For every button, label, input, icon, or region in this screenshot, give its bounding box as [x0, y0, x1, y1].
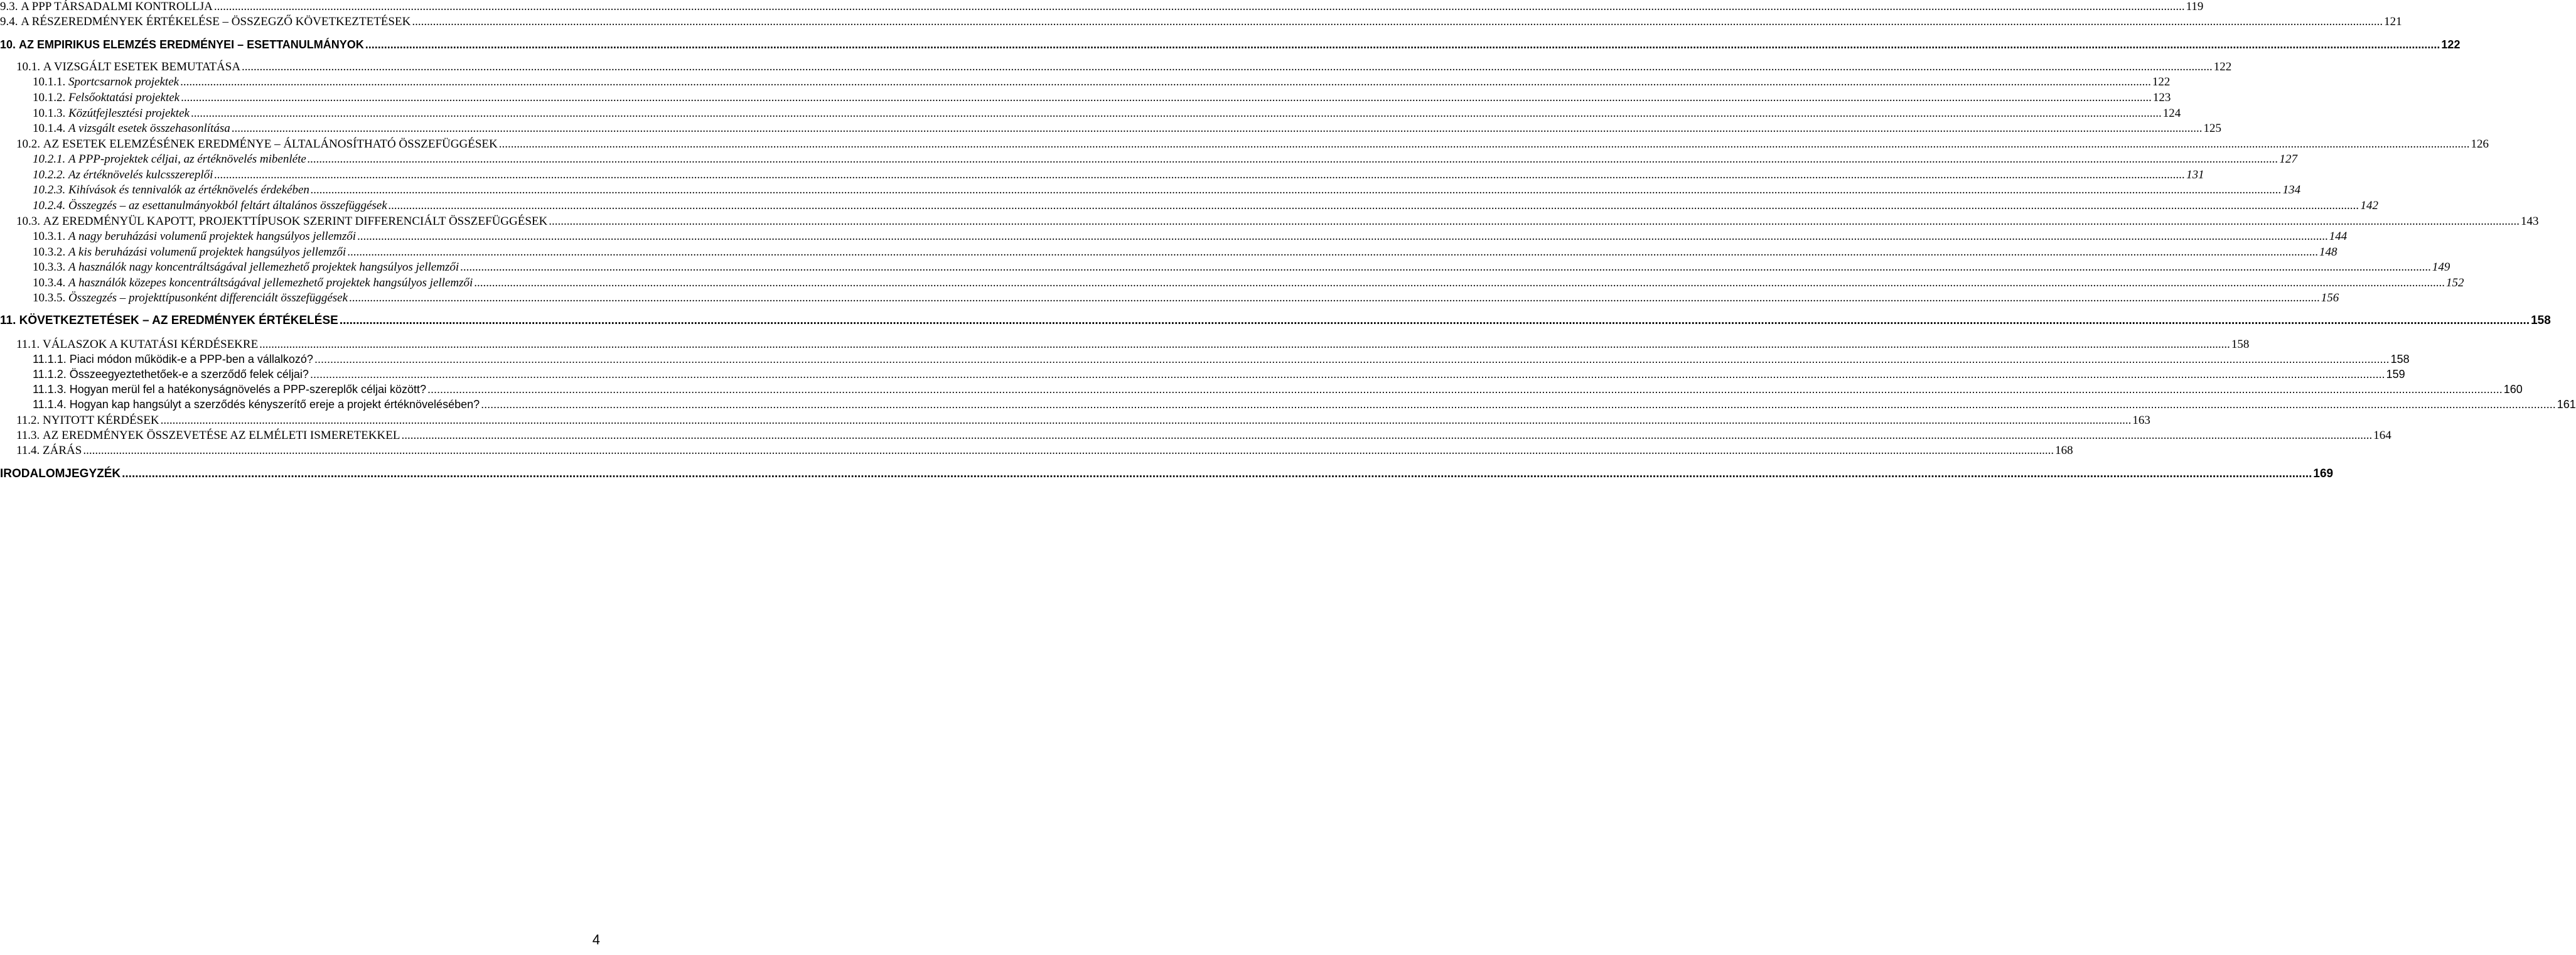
toc-title: Összegzés – az esettanulmányokból feltárt általános összefüggések [68, 199, 387, 212]
toc-page: 158 [2531, 314, 2551, 327]
toc-number: 9.4. [0, 15, 18, 28]
toc-title: Összeegyeztethetőek-e a szerződő felek céljai? [69, 368, 309, 380]
toc-page: 134 [2282, 183, 2301, 197]
toc-title: A vizsgált esetek összehasonlítása [68, 122, 230, 135]
leader-dots [357, 230, 2328, 244]
toc-title: Piaci módon működik-e a PPP-ben a vállalkozó? [69, 353, 313, 365]
toc-entry-11-1[interactable] [16, 338, 2250, 352]
leader-dots [310, 368, 2385, 381]
toc-number: 10.1.3. [33, 107, 66, 120]
leader-dots [232, 122, 2203, 136]
toc-number: 11.1.4. [33, 398, 67, 411]
toc-page: 148 [2319, 245, 2337, 259]
toc-page: 126 [2471, 138, 2489, 151]
toc-number: 10.3.2. [33, 245, 66, 259]
toc-title: Az értéknövelés kulcsszereplői [68, 168, 213, 181]
toc-entry-10-2[interactable] [16, 138, 2489, 151]
toc-number: 10. [0, 38, 16, 51]
toc-page: 163 [2132, 414, 2150, 427]
toc-title: NYITOTT KÉRDÉSEK [43, 414, 159, 427]
leader-dots [389, 199, 2359, 213]
toc-number: 11.3. [16, 429, 40, 442]
leader-dots [214, 168, 2185, 182]
toc-page: 168 [2055, 444, 2073, 457]
toc-page: 144 [2329, 230, 2348, 243]
toc-title: AZ EREDMÉNYÜL KAPOTT, PROJEKTTÍPUSOK SZERINT DIFFERENCIÁLT ÖSSZEFÜGGÉSEK [43, 215, 548, 228]
toc-page: 125 [2203, 122, 2221, 135]
toc-entry-10-1-1[interactable] [33, 75, 2171, 89]
toc-entry-10-1-3[interactable] [33, 107, 2181, 121]
toc-title: Közútfejlesztési projektek [68, 107, 190, 120]
toc-entry-11-3[interactable] [16, 429, 2391, 443]
toc-page: 119 [2186, 0, 2204, 13]
toc-number: 10.3. [16, 215, 40, 228]
leader-dots [340, 314, 2530, 328]
toc-entry-10-3-2[interactable] [33, 245, 2337, 259]
toc-title: AZ ESETEK ELEMZÉSÉNEK EREDMÉNYE – ÁLTALÁNOSÍTHATÓ ÖSSZEFÜGGÉSEK [43, 138, 498, 151]
toc-page: 127 [2279, 153, 2298, 166]
toc-title: AZ EMPIRIKUS ELEMZÉS EREDMÉNYEI – ESETTANULMÁNYOK [19, 38, 364, 51]
toc-title: ZÁRÁS [43, 444, 82, 457]
toc-number: 10.2.1. [33, 153, 66, 166]
toc-page: 122 [2213, 60, 2232, 73]
leader-dots [259, 338, 2230, 352]
leader-dots [347, 245, 2318, 259]
toc-page: 169 [2313, 467, 2334, 480]
toc-entry-11-1-1[interactable] [33, 353, 2410, 366]
toc-entry-10-2-3[interactable] [33, 183, 2301, 197]
toc-entry-11-2[interactable] [16, 414, 2150, 428]
leader-dots [474, 276, 2445, 290]
toc-entry-10-3-3[interactable] [33, 261, 2450, 274]
toc-title: Összegzés – projekttípusonként differenciált összefüggések [68, 291, 348, 305]
toc-entry-10-1[interactable] [16, 60, 2232, 74]
toc-title: Hogyan kap hangsúlyt a szerződés kényszerítő ereje a projekt értéknövelésében? [69, 398, 480, 411]
toc-entry-bibliography[interactable] [0, 467, 2334, 481]
toc-number: 9.3. [0, 0, 18, 13]
toc-number: 11.4. [16, 444, 40, 457]
toc-number: 11.1.1. [33, 353, 67, 365]
toc-page: 143 [2521, 215, 2539, 228]
toc-title: Hogyan merül fel a hatékonyságnövelés a PPP-szereplők céljai között? [69, 383, 427, 396]
toc-number: 10.2.3. [33, 183, 66, 197]
leader-dots [365, 38, 2440, 51]
toc-title: VÁLASZOK A KUTATÁSI KÉRDÉSEKRE [43, 338, 259, 351]
toc-entry-10-1-2[interactable] [33, 91, 2171, 105]
toc-page: 149 [2432, 261, 2450, 274]
toc-entry-10-3-4[interactable] [33, 276, 2464, 290]
toc-number: 10.1.4. [33, 122, 66, 135]
toc-title: AZ EREDMÉNYEK ÖSSZEVETÉSE AZ ELMÉLETI ISMERETEKKEL [43, 429, 400, 442]
leader-dots [242, 60, 2213, 74]
toc-entry-10[interactable] [0, 38, 2461, 51]
toc-entry-11-4[interactable] [16, 444, 2073, 458]
toc-number: 10.2.4. [33, 199, 66, 212]
leader-dots [122, 467, 2312, 481]
toc-page: 124 [2162, 107, 2181, 120]
toc-page: 123 [2152, 91, 2171, 104]
leader-dots [83, 444, 2054, 458]
leader-dots [349, 291, 2320, 305]
toc-number: 10.2. [16, 138, 40, 151]
toc-title: A RÉSZEREDMÉNYEK ÉRTÉKELÉSE – ÖSSZEGZŐ KÖVETKEZTETÉSEK [21, 15, 411, 28]
leader-dots [314, 353, 2390, 366]
toc-page: 122 [2441, 38, 2461, 51]
toc-entry-10-3-1[interactable] [33, 230, 2348, 244]
toc-title: A kis beruházási volumenű projektek hangsúlyos jellemzői [68, 245, 346, 259]
toc-title: A nagy beruházási volumenű projektek hangsúlyos jellemzői [68, 230, 357, 243]
toc-entry-10-3[interactable] [16, 215, 2539, 229]
toc-number: 10.1.1. [33, 75, 66, 89]
leader-dots [214, 0, 2185, 14]
toc-page: 159 [2386, 368, 2405, 380]
toc-number: 11.1. [16, 338, 40, 351]
leader-dots [311, 183, 2282, 197]
leader-dots [412, 15, 2383, 29]
toc-number: 10.3.3. [33, 261, 66, 274]
toc-title: A használók nagy koncentráltságával jellemezhető projektek hangsúlyos jellemzői [68, 261, 459, 274]
toc-number: 10.2.2. [33, 168, 66, 181]
page-number: 4 [592, 932, 600, 947]
toc-entry-11-1-4[interactable] [33, 398, 2576, 411]
toc-number: 10.3.5. [33, 291, 66, 305]
leader-dots [191, 107, 2162, 121]
toc-entry-10-2-4[interactable] [33, 199, 2378, 213]
toc-entry-9-4[interactable] [0, 15, 2402, 29]
toc-page: 161 [2557, 398, 2576, 411]
toc-entry-10-2-1[interactable] [33, 153, 2298, 166]
toc-title: Sportcsarnok projektek [68, 75, 180, 89]
leader-dots [401, 429, 2372, 443]
toc-entry-10-1-4[interactable] [33, 122, 2221, 136]
toc-number: 11.2. [16, 414, 40, 427]
toc-title: Felsőoktatási projektek [68, 91, 180, 104]
toc-page: 158 [2231, 338, 2250, 351]
toc-page: 158 [2390, 353, 2410, 365]
toc-title: A PPP TÁRSADALMI KONTROLLJA [21, 0, 213, 13]
toc-title: Kihívások és tennivalók az értéknövelés érdekében [68, 183, 309, 197]
toc-entry-10-2-2[interactable] [33, 168, 2204, 182]
toc-page: 160 [2503, 383, 2523, 396]
leader-dots [427, 383, 2503, 396]
toc-page: 121 [2384, 15, 2402, 28]
toc-entry-11-1-2[interactable] [33, 368, 2405, 381]
toc-page: 156 [2321, 291, 2339, 305]
toc-title: A PPP-projektek céljai, az értéknövelés mibenléte [68, 153, 306, 166]
leader-dots [460, 261, 2431, 274]
leader-dots [549, 215, 2520, 229]
toc-entry-11[interactable] [0, 314, 2551, 328]
toc-title: A VIZSGÁLT ESETEK BEMUTATÁSA [43, 60, 241, 73]
toc-number: 10.1. [16, 60, 40, 73]
toc-entry-10-3-5[interactable] [33, 291, 2339, 305]
leader-dots [180, 75, 2151, 89]
leader-dots [308, 153, 2278, 166]
leader-dots [499, 138, 2470, 151]
toc-number: 11.1.3. [33, 383, 67, 396]
toc-number: 11.1.2. [33, 368, 67, 380]
toc-page: 164 [2373, 429, 2391, 442]
leader-dots [161, 414, 2132, 428]
toc-page: 142 [2360, 199, 2378, 212]
toc-title: IRODALOMJEGYZÉK [0, 467, 121, 480]
toc-title: A használók közepes koncentráltságával jellemezhető projektek hangsúlyos jellemzői [68, 276, 473, 289]
toc-page: 122 [2152, 75, 2171, 89]
leader-dots [181, 91, 2152, 105]
toc-number: 10.1.2. [33, 91, 66, 104]
toc-number: 11. [0, 314, 16, 327]
toc-entry-9-3[interactable] [0, 0, 2204, 14]
toc-page: 131 [2186, 168, 2204, 181]
toc-number: 10.3.4. [33, 276, 66, 289]
toc-page: 152 [2446, 276, 2464, 289]
toc-entry-11-1-3[interactable] [33, 383, 2523, 396]
toc-title: KÖVETKEZTETÉSEK – AZ EREDMÉNYEK ÉRTÉKELÉSE [19, 314, 338, 327]
leader-dots [481, 398, 2556, 411]
toc-number: 10.3.1. [33, 230, 66, 243]
